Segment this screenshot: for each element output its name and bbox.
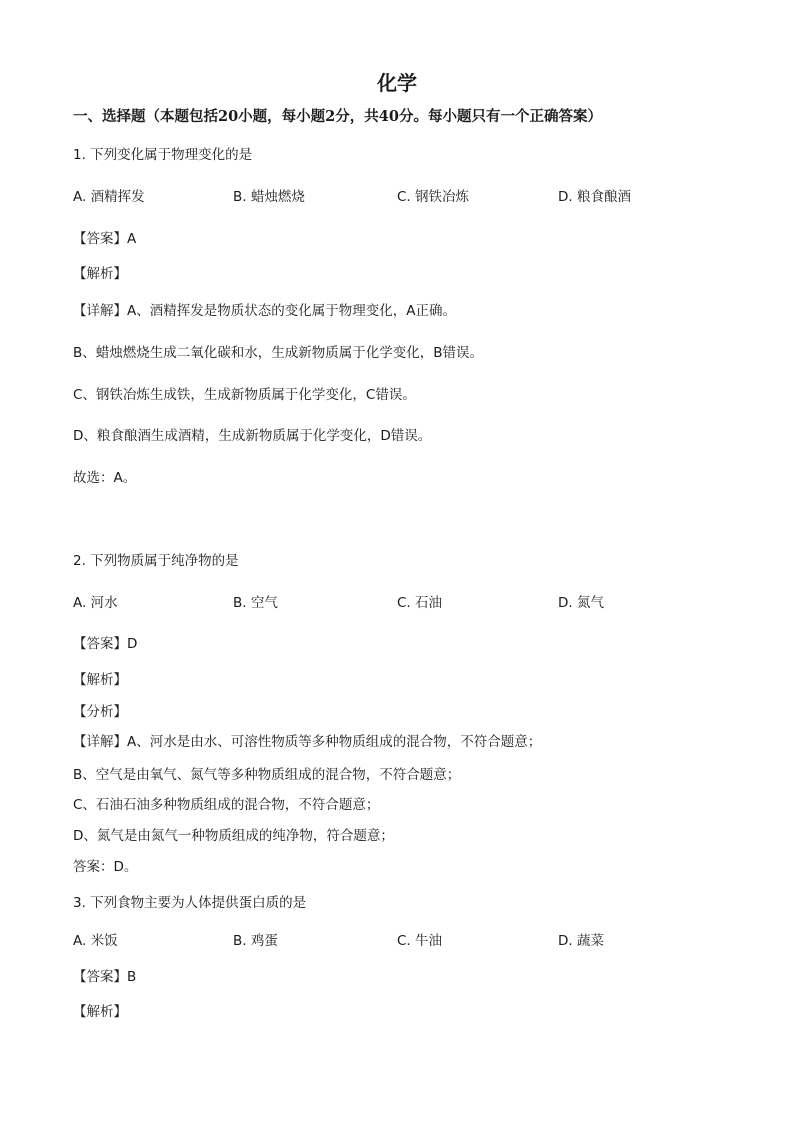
question-1-answer: [73, 230, 136, 248]
answer-label: 【答案】: [73, 231, 127, 247]
question-1-detail-3: C、钢铁冶炼生成铁，生成新物质属于化学变化，C错误。: [73, 387, 416, 403]
question-1-option-d: D. 粮食酿酒: [558, 189, 631, 205]
question-1-conclusion: 故选：A。: [73, 470, 137, 486]
question-2-option-c: C. 石油: [397, 595, 443, 611]
question-2-detail-4: D、氮气是由氮气一种物质组成的纯净物，符合题意；: [73, 828, 394, 844]
section-heading: 一、选择题（本题包括20小题，每小题2分，共40分。每小题只有一个正确答案）: [73, 108, 602, 125]
question-2-stem: 2. 下列物质属于纯净物的是: [73, 553, 239, 569]
question-1-detail-4: D、粮食酿酒生成酒精，生成新物质属于化学变化，D错误。: [73, 428, 432, 444]
page-title: 化学: [377, 71, 417, 95]
question-3-stem: 3. 下列食物主要为人体提供蛋白质的是: [73, 895, 307, 911]
answer-label: 【答案】: [73, 636, 127, 652]
question-2-analysis-label: 【解析】: [73, 672, 127, 688]
question-2-analysis-sub-label: 【分析】: [73, 704, 127, 720]
question-3-option-d: D. 蔬菜: [558, 933, 604, 949]
question-2-detail-3: C、石油石油多种物质组成的混合物，不符合题意；: [73, 797, 380, 813]
question-2-option-d: D. 氮气: [558, 595, 604, 611]
question-1-option-c: C. 钢铁冶炼: [397, 189, 470, 205]
answer-value: A: [127, 231, 137, 247]
question-1-stem: 1. 下列变化属于物理变化的是: [73, 147, 253, 163]
question-3-option-b: B. 鸡蛋: [233, 933, 278, 949]
question-2-conclusion: 答案：D。: [73, 859, 138, 875]
question-2-detail-2: B、空气是由氧气、氮气等多种物质组成的混合物，不符合题意；: [73, 767, 461, 783]
answer-value: B: [127, 969, 137, 985]
question-2-detail-1: 【详解】A、河水是由水、可溶性物质等多种物质组成的混合物，不符合题意；: [73, 734, 542, 750]
question-1-option-a: A. 酒精挥发: [73, 189, 145, 205]
question-2-option-b: B. 空气: [233, 595, 278, 611]
answer-label: 【答案】: [73, 969, 127, 985]
answer-value: D: [127, 636, 138, 652]
question-2-answer: [73, 635, 137, 653]
question-3-analysis-label: 【解析】: [73, 1004, 127, 1020]
question-1-detail-1: 【详解】A、酒精挥发是物质状态的变化属于物理变化，A正确。: [73, 303, 456, 319]
question-1-detail-2: B、蜡烛燃烧生成二氧化碳和水，生成新物质属于化学变化，B错误。: [73, 345, 484, 361]
question-3-option-c: C. 牛油: [397, 933, 443, 949]
question-2-option-a: A. 河水: [73, 595, 118, 611]
question-1-option-b: B. 蜡烛燃烧: [233, 189, 305, 205]
question-3-option-a: A. 米饭: [73, 933, 118, 949]
question-1-analysis-label: 【解析】: [73, 266, 127, 282]
question-3-answer: [73, 968, 136, 986]
